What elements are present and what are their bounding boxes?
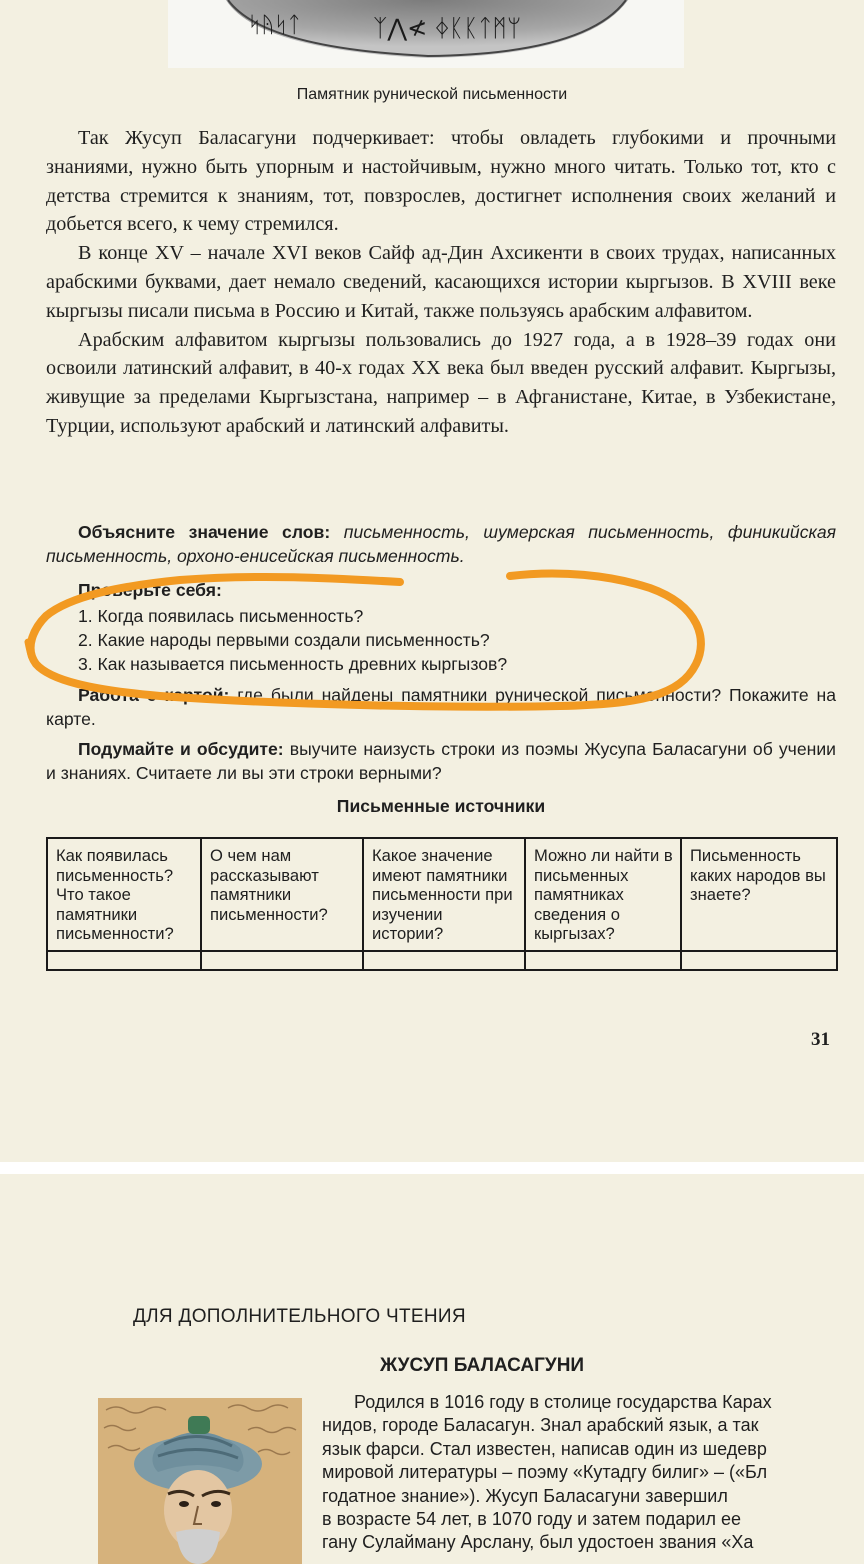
table-cell[interactable] [363, 951, 525, 970]
table-cell[interactable] [201, 951, 363, 970]
table-cell[interactable] [681, 951, 837, 970]
table-header-cell: Какое значение имеют памятники письменности при изучении истории? [363, 838, 525, 951]
question-item: 3. Как называется письменность древних кыргызов? [78, 654, 508, 674]
map-task-label: Работа с картой: [78, 685, 230, 705]
runic-monument-image [168, 0, 684, 68]
portrait-image [98, 1398, 302, 1564]
discuss-text: выучите наизусть строки из поэмы Жусупа Баласагуни об учении и знаниях. Считаете ли вы эти строки верными? [46, 739, 837, 783]
bio-line: в возрасте 54 лет, в 1070 году и затем подарил ее [322, 1509, 741, 1530]
map-task-text: где были найдены памятники рунической письменности? Покажите на карте. [46, 685, 837, 729]
page-gap [0, 1162, 864, 1174]
bio-line: нидов, городе Баласагун. Знал арабский язык, а так [322, 1415, 759, 1436]
bio-line: Родился в 1016 году в столице государства Карах [354, 1392, 772, 1412]
rune-glyphs-right: ᛉ⋀≮ ᛄᛕᛕᛏᛗᛘ [373, 14, 522, 42]
explain-task [46, 520, 836, 568]
table-header-cell: Можно ли найти в письменных памятниках сведения о кыргызах? [525, 838, 681, 951]
rune-glyphs-left: ᛋᚤᛋᛏ [248, 13, 301, 38]
table-cell[interactable] [47, 951, 201, 970]
bio-text [322, 1391, 864, 1555]
table-header-row [47, 838, 837, 951]
paragraph: Так Жусуп Баласагуни подчеркивает: чтобы овладеть глубокими и прочными знаниями, нужно быть упорным и настойчивым, нужно много читать. Только тот, кто с детства стремится к знаниям, тот, повзрослев, достигнет исполнения своих желаний и добьется всего, к чему стремился. [46, 127, 836, 236]
question-item: 1. Когда появилась письменность? [78, 606, 364, 626]
table-header-cell: Как появилась письменность? Что такое памятники письменности? [47, 838, 201, 951]
check-label: Проверьте себя: [78, 580, 222, 600]
bio-line: мировой литературы – поэму «Кутадгу билиг» – («Бл [322, 1462, 768, 1483]
paragraph: Арабским алфавитом кыргызы пользовались до 1927 года, а в 1928–39 годах они освоили латинский алфавит, в 40-х годах XX века был введен русский алфавит. Кыргызы, живущие за пределами Кыргызстана, например – в Афганистане, Китае, в Узбекистане, Турции, используют арабский и латинский алфавиты. [46, 328, 836, 437]
bio-line: язык фарси. Стал известен, написав один из шедевр [322, 1438, 767, 1459]
table-header-cell: Письменность каких народов вы знаете? [681, 838, 837, 951]
main-text [46, 124, 836, 441]
check-yourself-heading [46, 578, 836, 602]
discuss-task [46, 737, 836, 785]
explain-label: Объясните значение слов: [78, 522, 331, 542]
bio-title: ЖУСУП БАЛАСАГУНИ [380, 1355, 585, 1376]
discuss-label: Подумайте и обсудите: [78, 739, 284, 759]
map-task [46, 683, 836, 731]
question-item: 2. Какие народы первыми создали письменность? [78, 630, 490, 650]
question-list [78, 604, 507, 676]
page-number: 31 [811, 1029, 830, 1050]
table-title: Письменные источники [336, 796, 546, 816]
paragraph: В конце XV – начале XVI веков Сайф ад-Дин Ахсикенти в своих трудах, написанных арабскими буквами, дает немало сведений, касающихся истории кыргызов. В XVIII веке кыргызы писали письма в Россию и Китай, также пользуясь арабским алфавитом. [46, 242, 836, 322]
image-caption: Памятник рунической письменности [296, 86, 568, 103]
explain-terms: письменность, шумерская письменность, финикийская письменность, орхоно-енисейская письменность. [46, 522, 837, 566]
table-cell[interactable] [525, 951, 681, 970]
bio-line: годатное знание»). Жусуп Баласагуни завершил [322, 1485, 728, 1506]
table-header-cell: О чем нам рассказывают памятники письменности? [201, 838, 363, 951]
bio-line: гану Сулайману Арслану, был удостоен звания «Ха [322, 1532, 754, 1553]
table-row [47, 951, 837, 970]
textbook-page-32 [0, 1174, 864, 1564]
section-title: ДЛЯ ДОПОЛНИТЕЛЬНОГО ЧТЕНИЯ [133, 1306, 466, 1327]
sources-table [46, 837, 838, 971]
